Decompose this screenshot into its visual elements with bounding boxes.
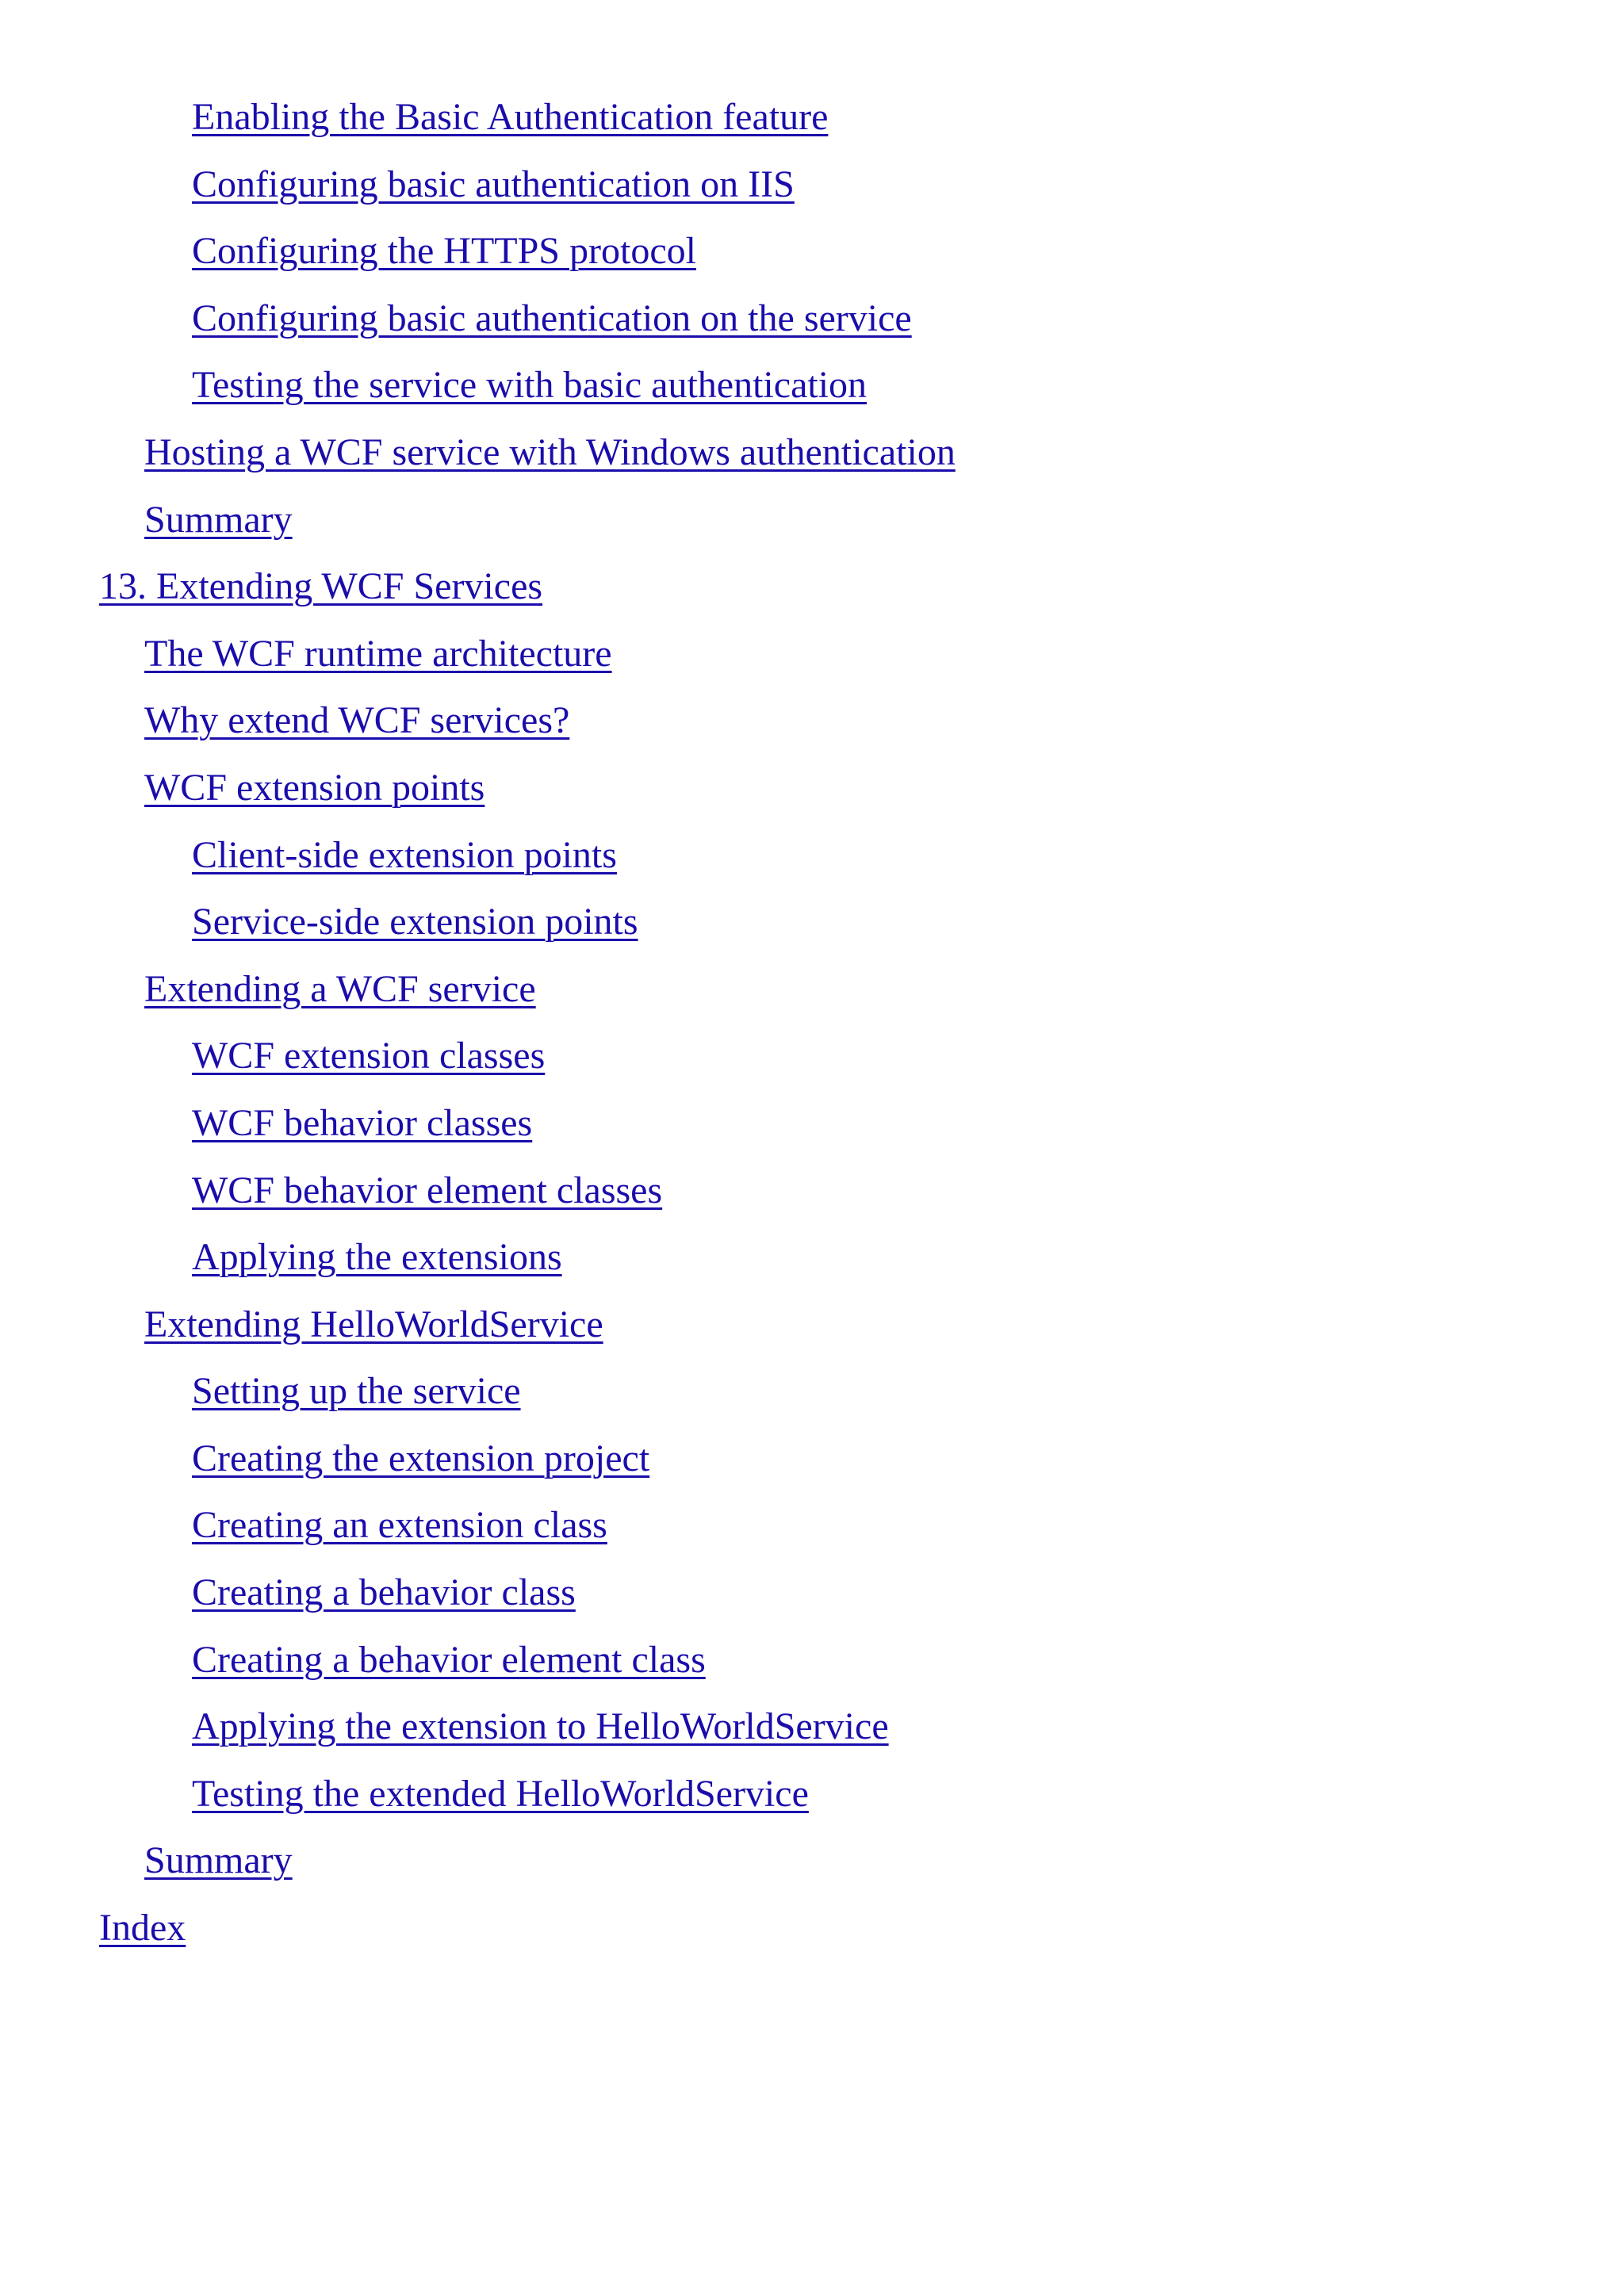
toc-entry (0, 1635, 1624, 1702)
toc-link-summary-ch12[interactable]: Summary (144, 498, 293, 541)
toc-entry (0, 1165, 1624, 1233)
toc-link-index[interactable]: Index (99, 1907, 186, 1950)
toc-link-behavior-element-classes[interactable]: WCF behavior element classes (192, 1169, 663, 1211)
toc-entry (0, 1500, 1624, 1567)
toc-link-creating-behavior-class[interactable]: Creating a behavior class (192, 1571, 576, 1614)
toc-link-hosting-windows-auth[interactable]: Hosting a WCF service with Windows authentication (144, 430, 956, 473)
toc-link-enabling-basic-auth-feature[interactable]: Enabling the Basic Authentication feature (192, 96, 829, 138)
toc-entry (0, 897, 1624, 964)
toc-link-extension-points[interactable]: WCF extension points (144, 766, 485, 809)
toc-entry (0, 1232, 1624, 1299)
toc-entry (0, 561, 1624, 629)
toc-link-configuring-https[interactable]: Configuring the HTTPS protocol (192, 230, 696, 273)
toc-link-summary-ch13[interactable]: Summary (144, 1839, 293, 1882)
toc-link-client-side-extension-points[interactable]: Client-side extension points (192, 833, 617, 876)
toc-link-setting-up-service[interactable]: Setting up the service (192, 1370, 521, 1413)
toc-link-creating-extension-class[interactable]: Creating an extension class (192, 1504, 607, 1547)
toc-entry (0, 92, 1624, 159)
toc-link-service-side-extension-points[interactable]: Service-side extension points (192, 901, 638, 943)
toc-link-extending-wcf-service[interactable]: Extending a WCF service (144, 967, 536, 1010)
toc-entry (0, 1835, 1624, 1903)
toc-entry (0, 1031, 1624, 1098)
toc-link-configuring-basic-auth-service[interactable]: Configuring basic authentication on the service (192, 297, 912, 339)
toc-entry (0, 495, 1624, 562)
toc-entry (0, 964, 1624, 1031)
toc-link-chapter-13[interactable]: 13. Extending WCF Services (99, 565, 543, 608)
toc-entry (0, 1567, 1624, 1635)
toc-entry (0, 1433, 1624, 1501)
toc-link-wcf-runtime-architecture[interactable]: The WCF runtime architecture (144, 632, 612, 675)
toc-link-extending-helloworldservice[interactable]: Extending HelloWorldService (144, 1303, 603, 1345)
toc-entry (0, 1366, 1624, 1433)
toc-link-applying-extension-helloworld[interactable]: Applying the extension to HelloWorldService (192, 1705, 889, 1748)
toc-entry (0, 629, 1624, 696)
toc-entry (0, 159, 1624, 227)
toc-entry (0, 1299, 1624, 1367)
toc-link-behavior-classes[interactable]: WCF behavior classes (192, 1101, 533, 1144)
toc-entry (0, 226, 1624, 293)
toc-entry (0, 763, 1624, 830)
toc-entry (0, 293, 1624, 361)
toc-link-applying-extensions[interactable]: Applying the extensions (192, 1236, 562, 1279)
toc-entry (0, 830, 1624, 897)
toc-entry (0, 427, 1624, 495)
toc-link-configuring-basic-auth-iis[interactable]: Configuring basic authentication on IIS (192, 163, 795, 205)
toc-link-creating-extension-project[interactable]: Creating the extension project (192, 1437, 650, 1479)
toc-entry (0, 1769, 1624, 1836)
toc-entry (0, 1098, 1624, 1165)
toc-entry (0, 1903, 1624, 1970)
toc-entry (0, 1701, 1624, 1769)
toc-link-testing-basic-auth[interactable]: Testing the service with basic authentication (192, 364, 868, 407)
toc-link-extension-classes[interactable]: WCF extension classes (192, 1035, 546, 1077)
toc-entry (0, 695, 1624, 763)
toc-link-why-extend[interactable]: Why extend WCF services? (144, 699, 570, 742)
toc-link-testing-extended-helloworld[interactable]: Testing the extended HelloWorldService (192, 1772, 809, 1815)
toc-entry (0, 360, 1624, 427)
toc-link-creating-behavior-element-class[interactable]: Creating a behavior element class (192, 1638, 706, 1681)
